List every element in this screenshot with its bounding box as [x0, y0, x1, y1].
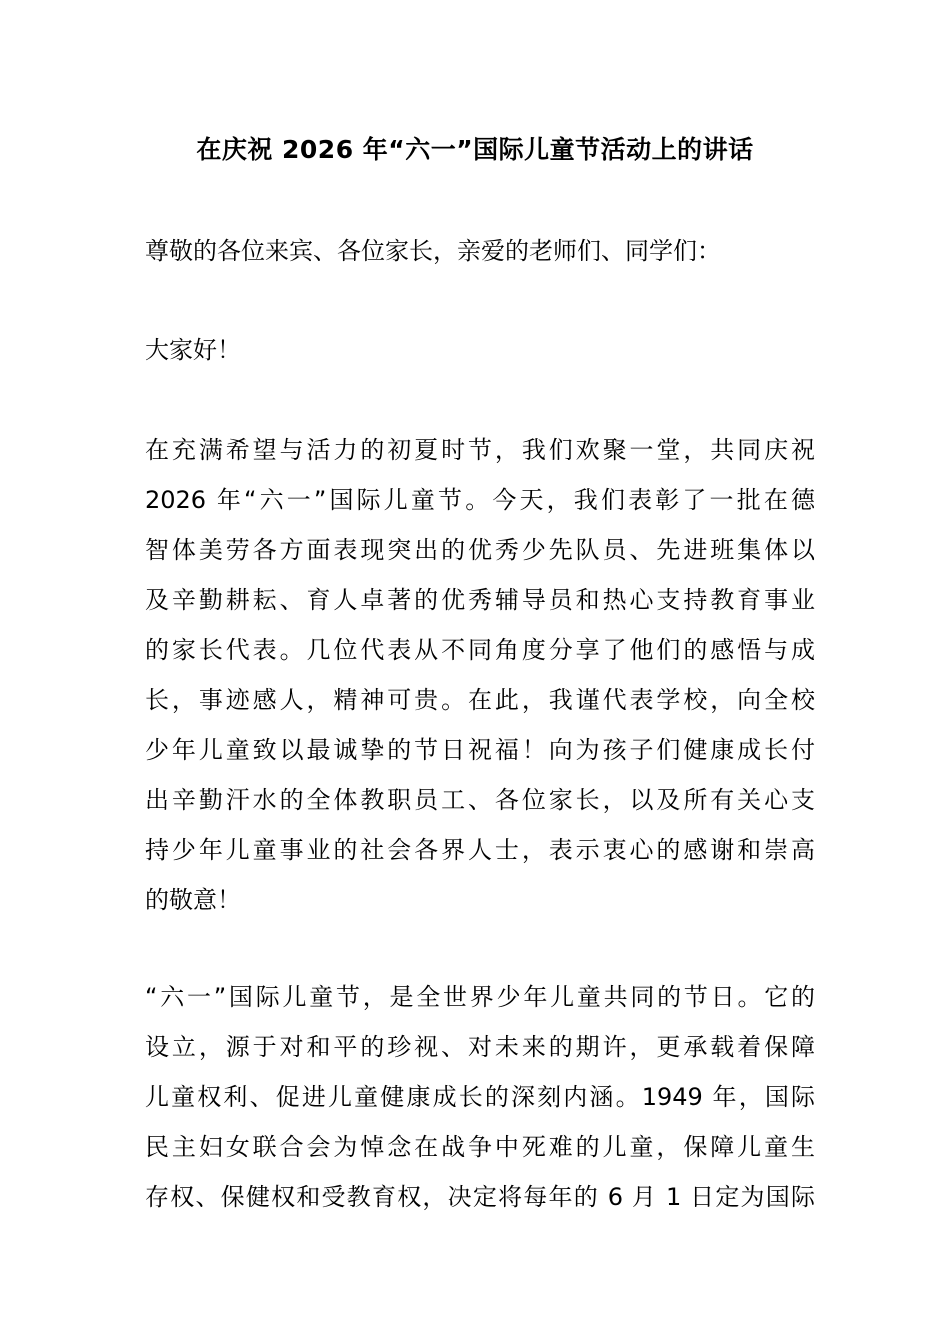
paragraph-line: 少年儿童致以最诚挚的节日祝福！向为孩子们健康成长付 — [145, 736, 815, 764]
document-title: 在庆祝 2026 年“六一”国际儿童节活动上的讲话 — [196, 135, 754, 164]
paragraph-1 — [145, 425, 815, 925]
paragraph-line: “六一”国际儿童节，是全世界少年儿童共同的节日。它的 — [145, 983, 815, 1011]
greeting: 大家好！ — [145, 336, 241, 364]
paragraph-line: 的家长代表。几位代表从不同角度分享了他们的感悟与成 — [145, 636, 815, 664]
paragraph-line: 在充满希望与活力的初夏时节，我们欢聚一堂，共同庆祝 — [145, 436, 815, 464]
paragraph-2 — [145, 972, 815, 1222]
paragraph-line: 儿童权利、促进儿童健康成长的深刻内涵。1949 年，国际 — [145, 1083, 815, 1111]
paragraph-line: 设立，源于对和平的珍视、对未来的期许，更承载着保障 — [145, 1033, 815, 1061]
paragraph-line: 存权、保健权和受教育权，决定将每年的 6 月 1 日定为国际 — [145, 1183, 815, 1211]
paragraph-line: 及辛勤耕耘、育人卓著的优秀辅导员和热心支持教育事业 — [145, 586, 815, 614]
paragraph-line: 民主妇女联合会为悼念在战争中死难的儿童，保障儿童生 — [145, 1133, 815, 1161]
paragraph-line: 智体美劳各方面表现突出的优秀少先队员、先进班集体以 — [145, 536, 815, 564]
paragraph-line: 的敬意！ — [145, 886, 241, 914]
paragraph-line: 长，事迹感人，精神可贵。在此，我谨代表学校，向全校 — [145, 686, 815, 714]
salutation: 尊敬的各位来宾、各位家长，亲爱的老师们、同学们： — [145, 237, 721, 265]
paragraph-line: 持少年儿童事业的社会各界人士，表示衷心的感谢和崇高 — [145, 836, 815, 864]
paragraph-line: 出辛勤汗水的全体教职员工、各位家长，以及所有关心支 — [145, 786, 815, 814]
paragraph-line: 2026 年“六一”国际儿童节。今天，我们表彰了一批在德 — [145, 486, 815, 514]
